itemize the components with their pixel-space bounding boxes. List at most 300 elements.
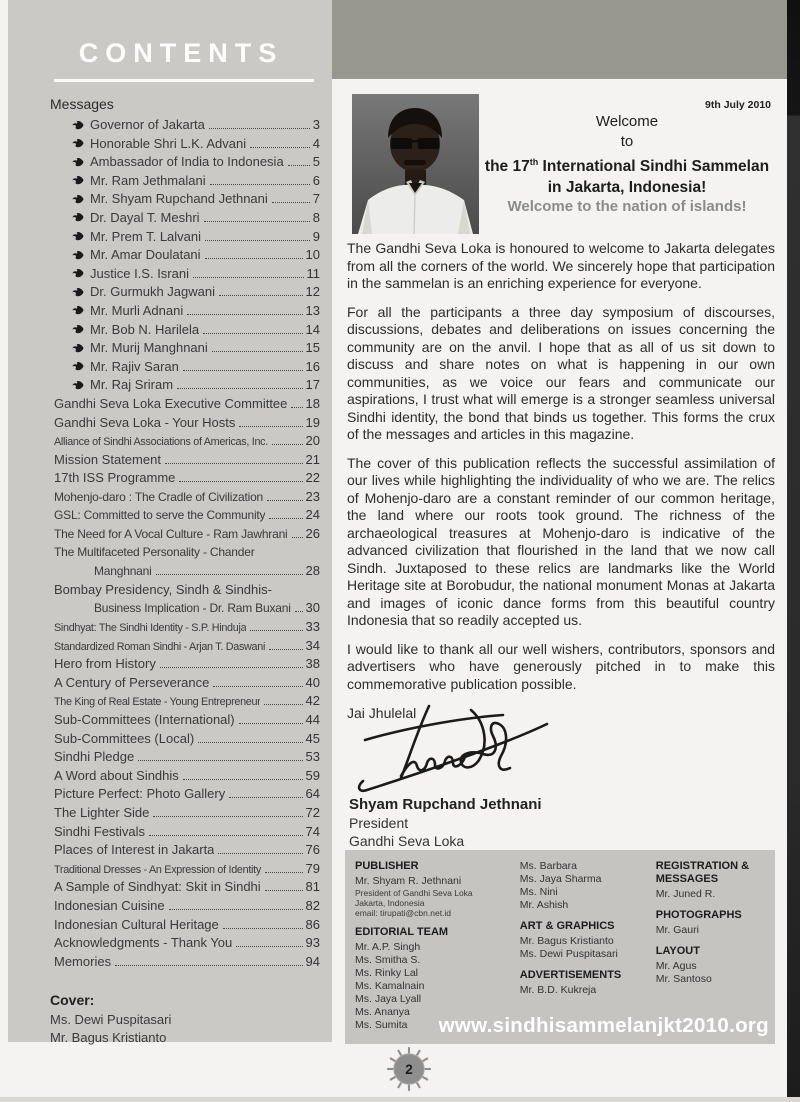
toc-entry-title: Honorable Shri L.K. Advani xyxy=(90,135,247,151)
dot-leader xyxy=(212,351,303,352)
toc-page-number: 86 xyxy=(305,916,320,932)
toc-entry-title: 17th ISS Programme xyxy=(54,470,176,486)
dot-leader xyxy=(156,574,303,575)
credits-section-heading: PUBLISHER xyxy=(355,860,419,872)
toc-entry xyxy=(54,247,320,266)
toc-entry-title: Mission Statement xyxy=(54,451,161,467)
toc-entry xyxy=(54,656,320,675)
credits-name: Ms. Dewi Puspitasari xyxy=(519,948,618,960)
credits-section xyxy=(656,860,759,901)
welcome-line-1: Welcome xyxy=(595,113,659,130)
dot-leader xyxy=(272,202,310,203)
toc-row xyxy=(54,656,320,675)
welcome-line-4: in Jakarta, Indonesia! xyxy=(547,179,707,197)
toc-entry-title: Traditional Dresses - An Expression of Identity xyxy=(54,863,261,876)
fleuron-bullet-icon xyxy=(72,266,84,281)
toc-entry xyxy=(54,284,320,303)
toc-page-number: 13 xyxy=(305,302,320,318)
toc-entry xyxy=(54,266,320,285)
dot-leader xyxy=(183,370,303,371)
toc-page-number: 82 xyxy=(305,897,320,913)
toc-page-number: 23 xyxy=(305,488,320,504)
dot-leader xyxy=(209,128,310,129)
credits-detail: President of Gandhi Seva Loka xyxy=(355,888,473,898)
toc-entry xyxy=(54,526,320,545)
toc-entry-title: Alliance of Sindhi Associations of Americas, Inc. xyxy=(54,436,268,449)
toc-row xyxy=(54,786,320,805)
toc-row xyxy=(54,340,320,359)
toc-entry-title: Sindhi Pledge xyxy=(54,749,135,765)
dot-leader xyxy=(239,426,302,427)
dot-leader xyxy=(210,184,310,185)
signatory-organization: Gandhi Seva Loka xyxy=(349,833,465,849)
toc-entry xyxy=(54,861,320,880)
toc-row xyxy=(54,805,320,824)
credits-section-heading: ADVERTISEMENTS xyxy=(519,969,622,981)
toc-row xyxy=(54,619,320,638)
dot-leader xyxy=(265,872,303,873)
toc-entry-title: Mr. Raj Sriram xyxy=(90,377,174,393)
toc-page-number: 15 xyxy=(305,340,320,356)
toc-page-number: 6 xyxy=(312,172,320,188)
toc-page-number: 38 xyxy=(305,656,320,672)
dot-leader xyxy=(229,797,302,798)
welcome-tagline: Welcome to the nation of islands! xyxy=(507,198,747,215)
toc-entry xyxy=(54,359,320,378)
toc-row xyxy=(54,824,320,843)
signatory-name: Shyam Rupchand Jethnani xyxy=(349,796,542,813)
toc-page-number: 33 xyxy=(305,619,320,635)
dot-leader xyxy=(160,667,303,668)
president-portrait-photo xyxy=(352,94,479,234)
toc-row xyxy=(54,359,320,378)
toc-row xyxy=(54,489,320,508)
toc-page-number: 17 xyxy=(305,377,320,393)
dot-leader xyxy=(272,444,303,445)
toc-entry xyxy=(54,489,320,508)
toc-row xyxy=(54,191,320,210)
fleuron-bullet-icon xyxy=(72,118,84,133)
toc-section-heading: Messages xyxy=(50,96,114,112)
fleuron-bullet-icon xyxy=(72,322,84,337)
toc-entry xyxy=(54,842,320,861)
toc-entry xyxy=(54,507,320,526)
toc-page-number: 72 xyxy=(305,804,320,820)
toc-row xyxy=(54,917,320,936)
dot-leader xyxy=(198,742,302,743)
fleuron-bullet-icon xyxy=(72,303,84,318)
toc-entry-title: Mr. Ram Jethmalani xyxy=(90,172,206,188)
credits-section-heading: EDITORIAL TEAM xyxy=(355,926,449,938)
dot-leader xyxy=(292,537,303,538)
toc-row xyxy=(54,898,320,917)
toc-row xyxy=(54,136,320,155)
toc-row xyxy=(54,861,320,880)
credits-section-heading: LAYOUT xyxy=(655,945,700,957)
toc-entry xyxy=(54,954,320,973)
toc-row xyxy=(54,433,320,452)
credits-column xyxy=(656,860,767,1040)
dot-leader xyxy=(288,165,310,166)
dot-leader xyxy=(187,314,302,315)
message-paragraph: The Gandhi Seva Loka is honoured to welcome to Jakarta delegates from all the corners of the world. We sincerely hope that participation in the sammelan is an enriching experience for everyone. xyxy=(347,240,775,291)
toc-entry xyxy=(54,675,320,694)
toc-row xyxy=(54,731,320,750)
dot-leader xyxy=(204,221,310,222)
toc-page-number: 45 xyxy=(305,730,320,746)
fleuron-bullet-icon xyxy=(72,248,84,263)
toc-entry xyxy=(54,935,320,954)
closing-salutation: Jai Jhulelal xyxy=(347,705,417,721)
credits-name: Ms. Ananya xyxy=(355,1006,410,1018)
toc-page-number: 18 xyxy=(305,395,320,411)
welcome-line-3: the 17th International Sindhi Sammelan xyxy=(484,157,770,176)
credits-detail: email: tirupati@cbn.net.id xyxy=(355,908,452,918)
toc-page-number: 9 xyxy=(312,228,320,244)
dot-leader xyxy=(183,779,303,780)
toc-row xyxy=(54,415,320,434)
toc-entry xyxy=(54,805,320,824)
credits-section xyxy=(656,945,759,986)
toc-entry xyxy=(54,340,320,359)
toc-entry xyxy=(54,470,320,489)
toc-entry-title: Dr. Dayal T. Meshri xyxy=(90,209,200,225)
toc-entry xyxy=(54,545,320,582)
toc-entry-title: Gandhi Seva Loka - Your Hosts xyxy=(54,414,236,430)
toc-page-number: 28 xyxy=(305,563,320,579)
toc-entry-title: The Lighter Side xyxy=(54,804,150,820)
signature-icon xyxy=(351,698,563,794)
toc-entry xyxy=(54,452,320,471)
credits-name: Ms. Sumita xyxy=(355,1019,408,1031)
toc-entry-title: The King of Real Estate - Young Entrepreneur xyxy=(54,696,261,709)
toc-entry xyxy=(54,768,320,787)
toc-page-number: 53 xyxy=(305,749,320,765)
fleuron-bullet-icon xyxy=(72,210,84,225)
title-underline xyxy=(54,79,314,82)
cover-name: Ms. Dewi Puspitasari xyxy=(50,1012,172,1028)
toc-row xyxy=(54,117,320,136)
toc-page-number: 11 xyxy=(306,265,320,281)
toc-page-number: 19 xyxy=(305,414,320,430)
credits-section-heading: PHOTOGRAPHS xyxy=(655,909,742,921)
toc-row xyxy=(54,322,320,341)
signatory-block xyxy=(349,795,542,850)
toc-entry xyxy=(54,898,320,917)
toc-row xyxy=(54,284,320,303)
toc-page-number: 79 xyxy=(305,860,320,876)
toc-entry-title: Governor of Jakarta xyxy=(90,117,205,132)
toc-entry-title: Memories xyxy=(54,953,112,969)
credits-section-heading: REGISTRATION & MESSAGES xyxy=(655,860,750,885)
contents-title: CONTENTS xyxy=(78,38,284,68)
credits-section-heading: ART & GRAPHICS xyxy=(519,920,615,932)
toc-entry-title: Business Implication - Dr. Ram Buxani xyxy=(94,601,291,616)
dot-leader xyxy=(223,928,303,929)
toc-entry-title: Mr. Murij Manghnani xyxy=(90,340,208,356)
toc-entry-title: Sindhyat: The Sindhi Identity - S.P. Hinduja xyxy=(54,622,247,635)
toc-page-number: 30 xyxy=(305,600,320,616)
toc-row xyxy=(54,545,320,564)
toc-entry-title: GSL: Committed to serve the Community xyxy=(54,508,266,523)
toc-entry-title: Sub-Committees (International) xyxy=(54,712,235,727)
toc-row xyxy=(54,600,320,619)
toc-entry-title: A Century of Perseverance xyxy=(54,674,210,690)
dot-leader xyxy=(219,295,303,296)
toc-entry-title: Justice I.S. Israni xyxy=(90,265,189,281)
toc-entry xyxy=(54,917,320,936)
toc-entry xyxy=(54,786,320,805)
welcome-heading xyxy=(479,112,775,198)
toc-row xyxy=(54,266,320,285)
toc-entry xyxy=(54,638,320,657)
toc-entry-title: Mr. Shyam Rupchand Jethnani xyxy=(90,191,268,207)
credits-column xyxy=(355,860,520,1040)
toc-page-number: 7 xyxy=(312,191,320,207)
dot-leader xyxy=(264,704,302,705)
toc-page-number: 81 xyxy=(305,879,320,895)
welcome-message-body xyxy=(347,240,775,693)
toc-page-number: 4 xyxy=(312,135,320,151)
credits-name: Mr. Santoso xyxy=(655,973,712,985)
website-url: www.sindhisammelanjkt2010.org xyxy=(438,1014,769,1037)
welcome-article xyxy=(347,0,775,1102)
toc-entry-title: Hero from History xyxy=(54,656,156,672)
toc-entry-title: Mr. Amar Doulatani xyxy=(90,247,201,263)
toc-row xyxy=(54,452,320,471)
dot-leader xyxy=(203,333,302,334)
dot-leader xyxy=(269,649,302,650)
toc-row xyxy=(54,582,320,601)
toc-page-number: 22 xyxy=(305,470,320,486)
page-number: 2 xyxy=(405,1062,413,1078)
toc-page-number: 10 xyxy=(305,247,320,263)
scan-right-edge xyxy=(787,0,800,1102)
page-number-badge xyxy=(385,1044,433,1094)
toc-entry xyxy=(54,415,320,434)
toc-entry-title: Acknowledgments - Thank You xyxy=(54,935,233,951)
toc-entry xyxy=(54,396,320,415)
credits-name: Ms. Nini xyxy=(519,886,558,898)
toc-entry-title: Dr. Gurmukh Jagwani xyxy=(90,284,215,300)
toc-page-number: 93 xyxy=(305,935,320,951)
toc-entry-title: Standardized Roman Sindhi - Arjan T. Daswani xyxy=(54,640,266,653)
toc-row xyxy=(54,749,320,768)
toc-entry xyxy=(54,229,320,248)
toc-entry-title: Indonesian Cultural Heritage xyxy=(54,916,219,932)
contents-panel xyxy=(8,0,332,1046)
toc-entry-title: A Sample of Sindhyat: Skit in Sindhi xyxy=(54,879,261,895)
credits-name: Ms. Jaya Sharma xyxy=(519,873,602,885)
toc-row xyxy=(54,303,320,322)
credits-name: Mr. Juned R. xyxy=(655,888,716,900)
toc-entry xyxy=(54,619,320,638)
toc-row xyxy=(54,693,320,712)
toc-row xyxy=(54,154,320,173)
toc-entry xyxy=(54,377,320,396)
credits-column xyxy=(520,860,656,1040)
toc-row xyxy=(54,507,320,526)
toc-entry xyxy=(54,191,320,210)
toc-entry-title: Bombay Presidency, Sindh & Sindhis- xyxy=(54,581,272,597)
cover-credits xyxy=(50,992,320,1047)
credits-section xyxy=(520,920,648,961)
dot-leader xyxy=(250,630,302,631)
toc-row xyxy=(54,768,320,787)
toc-row xyxy=(54,712,320,731)
toc-entry-title: Picture Perfect: Photo Gallery xyxy=(54,786,226,802)
toc-entry-title: Ambassador of India to Indonesia xyxy=(90,154,284,170)
message-paragraph: I would like to thank all our well wishers, contributors, sponsors and advertisers who have generously pitched in to make this commemorative publication possible. xyxy=(347,640,775,692)
fleuron-bullet-icon xyxy=(72,359,84,374)
toc-row xyxy=(54,935,320,954)
fleuron-bullet-icon xyxy=(72,155,84,170)
toc-page-number: 8 xyxy=(312,209,320,225)
toc-page-number: 76 xyxy=(305,842,320,858)
fleuron-bullet-icon xyxy=(72,341,84,356)
toc-entry-title: The Need for A Vocal Culture - Ram Jawhrani xyxy=(54,527,288,542)
credits-columns xyxy=(355,860,767,1040)
credits-name: Mr. Shyam R. Jethnani xyxy=(355,875,462,887)
dot-leader xyxy=(179,481,302,482)
fleuron-bullet-icon xyxy=(72,136,84,151)
toc-entry-title: Mr. Prem T. Lalvani xyxy=(90,228,202,244)
dot-leader xyxy=(236,946,302,947)
toc-page-number: 34 xyxy=(305,637,320,653)
dot-leader xyxy=(177,388,302,389)
credits-section xyxy=(520,969,648,997)
dot-leader xyxy=(218,853,302,854)
toc-entry xyxy=(54,173,320,192)
toc-entry-title: The Multifaceted Personality - Chander xyxy=(54,544,255,559)
dot-leader xyxy=(267,500,303,501)
toc-entry xyxy=(54,136,320,155)
fleuron-bullet-icon xyxy=(72,285,84,300)
dot-leader xyxy=(169,909,303,910)
credits-detail: Jakarta, Indonesia xyxy=(355,898,425,908)
toc-page-number: 3 xyxy=(312,117,320,132)
toc-page-number: 44 xyxy=(305,712,320,727)
toc-row xyxy=(54,396,320,415)
fleuron-bullet-icon xyxy=(72,378,84,393)
message-paragraph: The cover of this publication reflects the successful assimilation of our lives while highlighting the individuality of who we are. The relics of Mohenjo-daro are a constant reminder of our common heritage, the land where our roots took ground. The richness of the archaeological treasures at Mohenjo-daro is indicative of the advanced civilization that flourished in the land that we now call Sindh. Juxtaposed to these relics are landmarks like the World Heritage site at Borobudur, the national monument Monas at Jakarta and images of iconic dance forms from this beautiful country Indonesia that so readily accepted us. xyxy=(347,454,775,628)
toc-entry xyxy=(54,693,320,712)
toc-entry xyxy=(54,749,320,768)
signatory-title: President xyxy=(349,815,409,831)
toc-entry-title: Gandhi Seva Loka Executive Committee xyxy=(54,395,288,411)
toc-list xyxy=(54,117,320,972)
toc-entry xyxy=(54,322,320,341)
credits-name: Ms. Barbara xyxy=(519,860,577,872)
dot-leader xyxy=(291,407,302,408)
welcome-line-2: to xyxy=(620,133,634,150)
toc-entry xyxy=(54,582,320,619)
toc-row xyxy=(54,173,320,192)
toc-page-number: 64 xyxy=(305,786,320,802)
dot-leader xyxy=(205,240,310,241)
toc-entry xyxy=(54,303,320,322)
toc-page-number: 59 xyxy=(305,767,320,783)
toc-row xyxy=(54,210,320,229)
toc-page-number: 5 xyxy=(312,154,320,170)
dot-leader xyxy=(153,816,302,817)
toc-row xyxy=(54,247,320,266)
credits-name: Mr. Agus xyxy=(655,960,697,972)
cover-heading: Cover: xyxy=(50,992,95,1009)
credits-name: Mr. Gauri xyxy=(655,924,699,936)
toc-entry xyxy=(54,117,320,136)
toc-entry xyxy=(54,731,320,750)
toc-row xyxy=(54,229,320,248)
credits-name: Ms. Rinky Lal xyxy=(355,967,419,979)
toc-page-number: 40 xyxy=(305,674,320,690)
credits-section xyxy=(656,909,759,937)
toc-entry-title: Indonesian Cuisine xyxy=(54,897,165,913)
toc-page-number: 26 xyxy=(305,526,320,542)
credits-box xyxy=(345,850,775,1044)
credits-name: Mr. B.D. Kukreja xyxy=(519,984,597,996)
toc-page-number: 74 xyxy=(305,823,320,839)
fleuron-bullet-icon xyxy=(72,173,84,188)
toc-entry xyxy=(54,824,320,843)
credits-name: Mr. A.P. Singh xyxy=(355,941,421,953)
credits-name: Ms. Kamalnain xyxy=(355,980,425,992)
credits-name: Ms. Jaya Lyall xyxy=(355,993,422,1005)
dot-leader xyxy=(165,463,303,464)
toc-row xyxy=(54,638,320,657)
toc-entry-title: A Word about Sindhis xyxy=(54,767,179,783)
credits-section xyxy=(520,860,648,912)
toc-entry xyxy=(54,879,320,898)
cover-name: Mr. Bagus Kristianto xyxy=(50,1030,167,1046)
dot-leader xyxy=(239,723,303,724)
toc-page-number: 21 xyxy=(305,451,320,467)
toc-entry xyxy=(54,154,320,173)
toc-entry-title: Mr. Murli Adnani xyxy=(90,302,184,318)
toc-entry xyxy=(54,712,320,731)
cover-names xyxy=(50,1011,320,1047)
toc-page-number: 94 xyxy=(305,953,320,969)
dot-leader xyxy=(115,965,302,966)
toc-entry-title: Manghnani xyxy=(94,564,152,579)
credits-section xyxy=(355,860,512,918)
dot-leader xyxy=(149,835,302,836)
dot-leader xyxy=(193,277,304,278)
date-label: 9th July 2010 xyxy=(705,99,771,111)
toc-row xyxy=(54,526,320,545)
credits-name: Mr. Ashish xyxy=(519,899,569,911)
fleuron-bullet-icon xyxy=(72,229,84,244)
dot-leader xyxy=(269,518,302,519)
toc-row xyxy=(54,879,320,898)
toc-entry-title: Sub-Committees (Local) xyxy=(54,730,195,746)
toc-entry-title: Mr. Bob N. Harilela xyxy=(90,321,200,337)
credits-name: Ms. Smitha S. xyxy=(355,954,421,966)
toc-row xyxy=(54,954,320,973)
dot-leader xyxy=(213,686,302,687)
toc-entry-title: Mohenjo-daro : The Cradle of Civilization xyxy=(54,489,264,504)
toc-page-number: 12 xyxy=(305,284,320,300)
credits-name: Mr. Bagus Kristianto xyxy=(519,935,614,947)
toc-entry xyxy=(54,433,320,452)
toc-entry xyxy=(54,210,320,229)
message-paragraph: For all the participants a three day symposium of discourses, discussions, debates and deliberations on issues concerning the community are on the anvil. I hope that as all of us sit down to discuss and share notes on what is happening in our own communities, as we voice our fears and communicate our aspirations, I trust what will emerge is a stronger seamless universal Sindhi identity, the bond that binds us together. This forms the crux of the messages and articles in this magazine. xyxy=(347,303,775,442)
toc-row xyxy=(54,842,320,861)
dot-leader xyxy=(265,890,303,891)
toc-row xyxy=(54,377,320,396)
toc-row xyxy=(54,563,320,582)
dot-leader xyxy=(295,611,303,612)
